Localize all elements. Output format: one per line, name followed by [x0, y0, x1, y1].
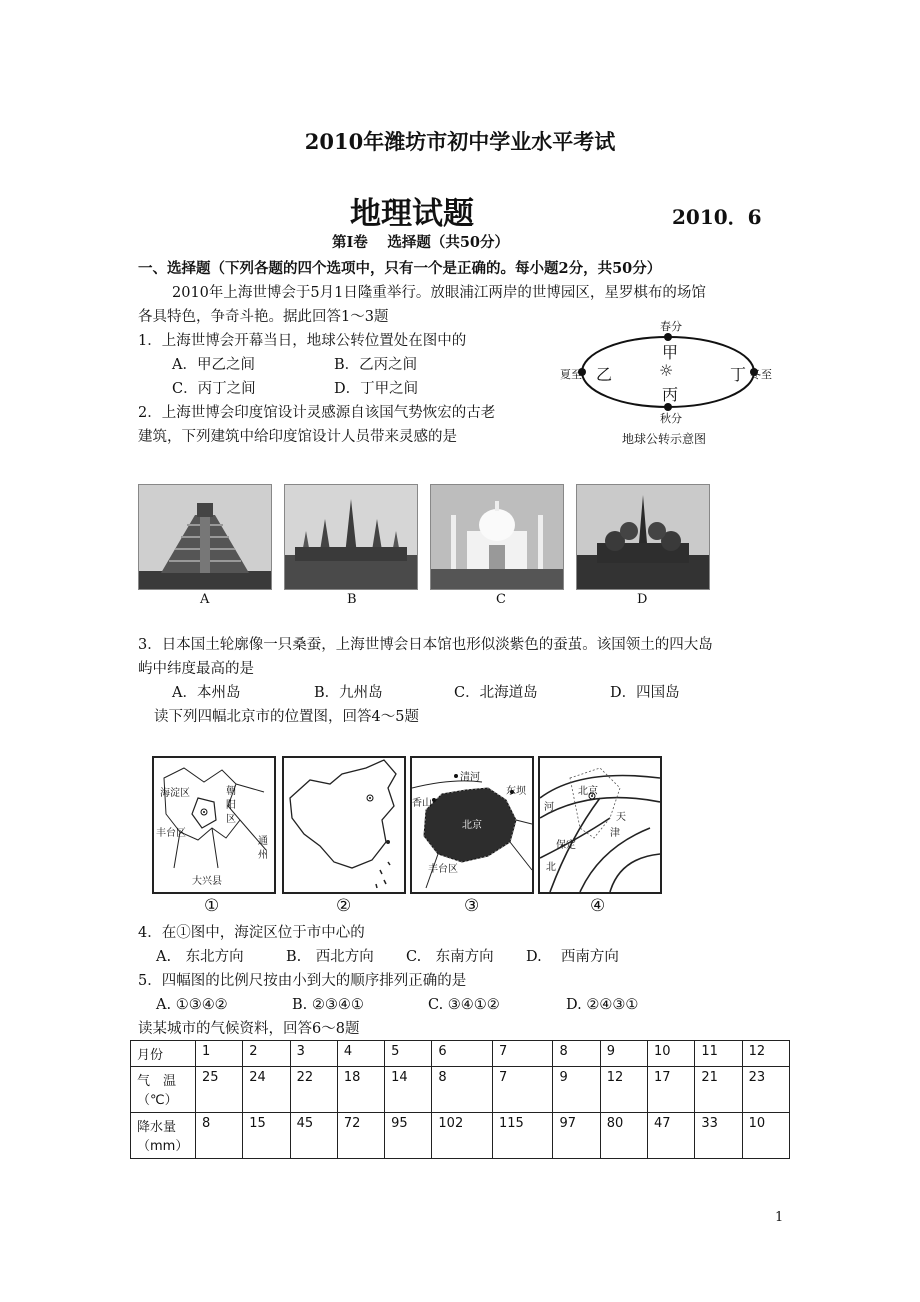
map3-label-xiangshan: 香山 [412, 798, 432, 809]
header-temperature [131, 1067, 196, 1113]
map4-label-jin: 津 [610, 828, 620, 839]
map-2-china [282, 756, 406, 894]
map1-label-qu: 区 [226, 814, 236, 825]
orbit-caption: 地球公转示意图 [622, 432, 707, 446]
month-cell: 11 [695, 1041, 742, 1067]
q1-option-a: A．甲乙之间 [172, 357, 255, 373]
map-number-1: ① [204, 896, 220, 916]
table-row-months [131, 1041, 790, 1067]
temp-label-line-1: 气 温 [137, 1074, 177, 1089]
month-cell: 9 [600, 1041, 647, 1067]
month-cell: 12 [742, 1041, 789, 1067]
label-winter-solstice: 冬至 [750, 368, 772, 381]
label-jia: 甲 [662, 343, 679, 362]
label-autumn-equinox: 秋分 [660, 412, 682, 425]
sun-icon: ☼ [659, 361, 674, 380]
month-cell: 10 [648, 1041, 695, 1067]
precip-cell: 47 [648, 1113, 695, 1159]
photo-label-c: C [496, 592, 506, 607]
map-number-3: ③ [464, 896, 480, 916]
q3-option-d: D．四国岛 [610, 685, 680, 701]
subject-title: 地理试题 [350, 196, 474, 232]
precip-label-line-1: 降水量 [137, 1120, 177, 1135]
month-cell: 7 [492, 1041, 553, 1067]
month-cell: 4 [337, 1041, 384, 1067]
q3-option-a: A．本州岛 [172, 685, 241, 701]
q5-option-a: A. ①③④② [156, 997, 228, 1013]
q3-stem-line-1: 3．日本国土轮廓像一只桑蚕，上海世博会日本馆也形似淡紫色的蚕茧。该国领土的四大岛 [138, 637, 713, 653]
climate-table [130, 1040, 790, 1159]
label-bing: 丙 [662, 385, 679, 404]
maps-intro: 读下列四幅北京市的位置图，回答4～5题 [154, 709, 419, 725]
exam-date: 2010．6 [672, 205, 762, 229]
q5-option-c: C. ③④①② [428, 997, 500, 1013]
climate-intro: 读某城市的气候资料，回答6～8题 [138, 1021, 360, 1037]
header-precipitation [131, 1113, 196, 1159]
map1-label-daxing: 大兴县 [192, 876, 222, 887]
map4-label-baoding: 保定 [556, 840, 576, 851]
precip-cell: 72 [337, 1113, 384, 1159]
table-row-temperature [131, 1067, 790, 1113]
temp-cell: 9 [553, 1067, 600, 1113]
map3-label-fengtai: 丰台区 [428, 864, 458, 875]
map4-label-bei: 北 [546, 862, 556, 873]
precip-cell: 8 [196, 1113, 243, 1159]
exam-title: 2010年潍坊市初中学业水平考试 [304, 129, 616, 154]
map1-label-chao: 朝 [226, 786, 236, 797]
map1-label-haidian: 海淀区 [160, 788, 190, 799]
precip-cell: 97 [553, 1113, 600, 1159]
q2-stem-line-1: 2．上海世博会印度馆设计灵感源自该国气势恢宏的古老 [138, 405, 496, 421]
month-cell: 3 [290, 1041, 337, 1067]
map3-label-dongba: 东坝 [506, 786, 526, 797]
photo-label-d: D [637, 592, 648, 607]
precip-cell: 80 [600, 1113, 647, 1159]
temp-cell: 7 [492, 1067, 553, 1113]
map4-label-beijing: 北京 [578, 786, 598, 797]
month-cell: 1 [196, 1041, 243, 1067]
map-number-4: ④ [590, 896, 606, 916]
label-yi: 乙 [596, 365, 613, 384]
map-3-beijing-city [410, 756, 534, 894]
q3-option-c: C．北海道岛 [454, 685, 538, 701]
part1-heading: 一、选择题（下列各题的四个选项中，只有一个是正确的。每小题2分，共50分） [138, 260, 662, 277]
temp-cell: 17 [648, 1067, 695, 1113]
photo-angkor-wat [284, 484, 418, 590]
q4-option-b: B. 西北方向 [286, 949, 374, 965]
precip-cell: 102 [432, 1113, 493, 1159]
temp-cell: 18 [337, 1067, 384, 1113]
temp-cell: 22 [290, 1067, 337, 1113]
photo-taj-mahal [430, 484, 564, 590]
map1-label-zhou: 州 [258, 850, 268, 861]
month-cell: 8 [553, 1041, 600, 1067]
map1-label-yang: 阳 [226, 800, 236, 811]
q4-stem: 4．在①图中，海淀区位于市中心的 [138, 925, 365, 941]
temp-cell: 14 [385, 1067, 432, 1113]
label-summer-solstice: 夏至 [560, 368, 582, 381]
temp-cell: 23 [742, 1067, 789, 1113]
map1-label-tong: 通 [258, 836, 268, 847]
label-spring-equinox: 春分 [660, 320, 682, 333]
precip-cell: 10 [742, 1113, 789, 1159]
map4-label-tian: 天 [616, 812, 626, 823]
map-4-region [538, 756, 662, 894]
q3-option-b: B．九州岛 [314, 685, 383, 701]
map-number-2: ② [336, 896, 352, 916]
q2-stem-line-2: 建筑，下列建筑中给印度馆设计人员带来灵感的是 [138, 429, 457, 445]
month-cell: 5 [385, 1041, 432, 1067]
table-row-precipitation [131, 1113, 790, 1159]
page-number: 1 [775, 1210, 784, 1225]
precip-cell: 15 [243, 1113, 290, 1159]
temp-cell: 25 [196, 1067, 243, 1113]
section-heading: 第Ⅰ卷 选择题（共50分） [332, 234, 510, 251]
label-ding: 丁 [730, 365, 747, 384]
q1-option-d: D．丁甲之间 [334, 381, 419, 397]
q4-option-a: A. 东北方向 [156, 949, 244, 965]
temp-label-line-2: （℃） [137, 1093, 178, 1108]
intro-line-2: 各具特色，争奇斗艳。据此回答1～3题 [138, 309, 389, 325]
temp-cell: 24 [243, 1067, 290, 1113]
temp-cell: 21 [695, 1067, 742, 1113]
q4-option-d: D. 西南方向 [526, 949, 619, 965]
q4-option-c: C. 东南方向 [406, 949, 494, 965]
q1-stem: 1．上海世博会开幕当日，地球公转位置处在图中的 [138, 333, 467, 349]
q5-option-b: B. ②③④① [292, 997, 364, 1013]
map3-label-qinghe: 清河 [460, 772, 480, 783]
temp-cell: 8 [432, 1067, 493, 1113]
precip-cell: 95 [385, 1113, 432, 1159]
q1-option-b: B．乙丙之间 [334, 357, 418, 373]
photo-st-basils [576, 484, 710, 590]
orbit-diagram [560, 316, 790, 446]
q5-option-d: D. ②④③① [566, 997, 639, 1013]
precip-cell: 45 [290, 1113, 337, 1159]
q5-stem: 5．四幅图的比例尺按由小到大的顺序排列正确的是 [138, 973, 467, 989]
intro-line-1: 2010年上海世博会于5月1日隆重举行。放眼浦江两岸的世博园区，星罗棋布的场馆 [172, 285, 706, 301]
photo-pyramid [138, 484, 272, 590]
month-cell: 2 [243, 1041, 290, 1067]
month-cell: 6 [432, 1041, 493, 1067]
precip-label-line-2: （mm） [137, 1139, 189, 1154]
temp-cell: 12 [600, 1067, 647, 1113]
map3-label-beijing: 北京 [462, 816, 482, 831]
header-month: 月份 [131, 1041, 196, 1067]
q3-stem-line-2: 屿中纬度最高的是 [138, 661, 254, 677]
photo-label-b: B [347, 592, 357, 607]
photo-label-a: A [200, 592, 210, 607]
precip-cell: 115 [492, 1113, 553, 1159]
map-1-districts [152, 756, 276, 894]
map1-label-fengtai: 丰台区 [156, 828, 186, 839]
q1-option-c: C．丙丁之间 [172, 381, 256, 397]
precip-cell: 33 [695, 1113, 742, 1159]
map4-label-he: 河 [544, 802, 554, 813]
